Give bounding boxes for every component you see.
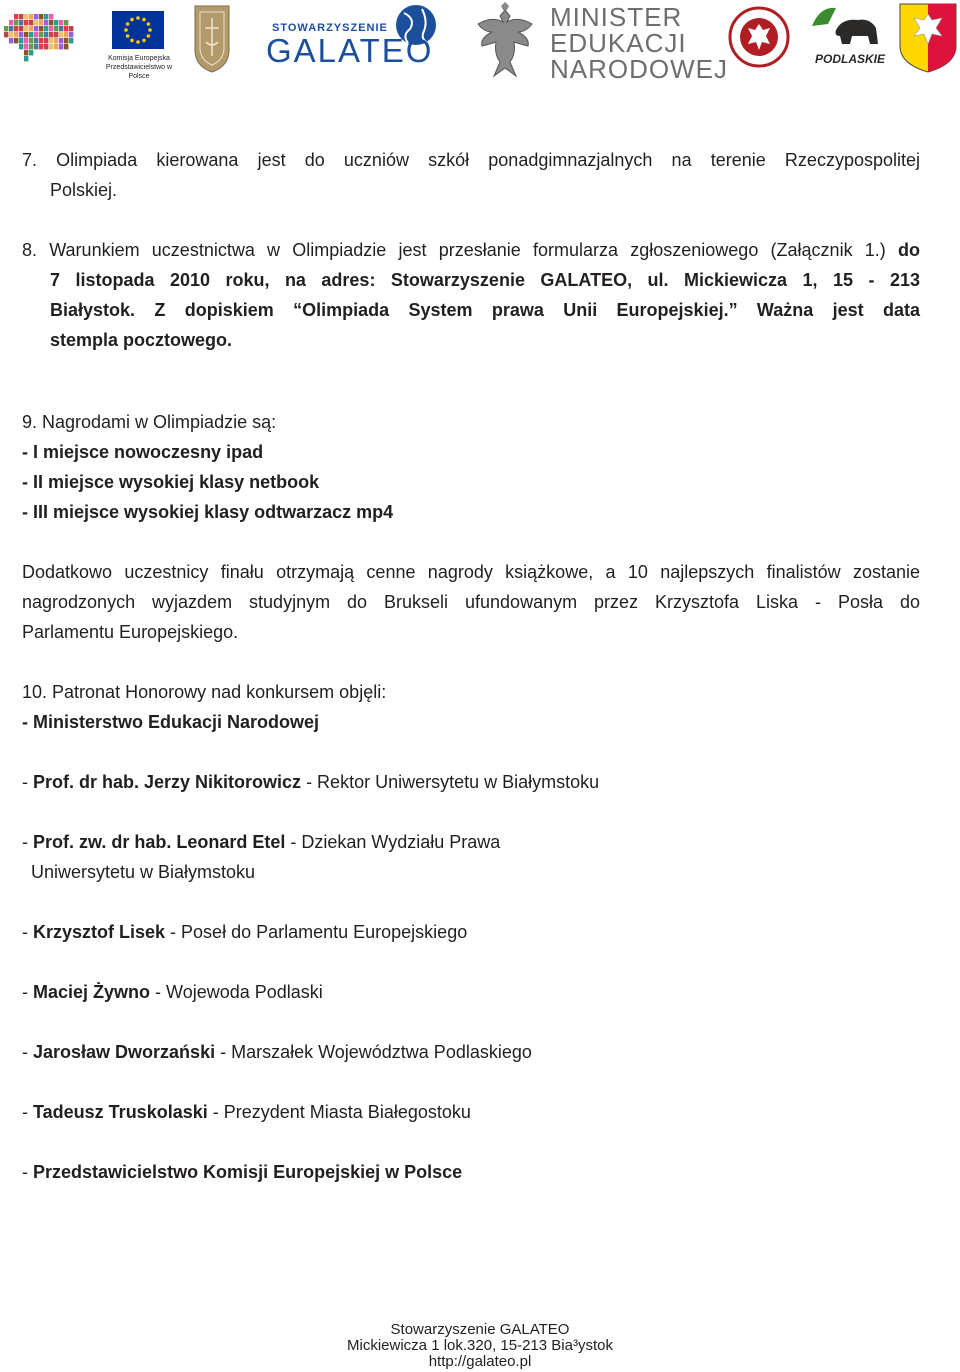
patron-role: - Marszałek Województwa Podlaskiego <box>215 1042 532 1062</box>
podlaskie-bison-logo <box>806 4 884 54</box>
patron-item: - Ministerstwo Edukacji Narodowej <box>22 712 320 732</box>
patron-item: - Maciej Żywno - Wojewoda Podlaski <box>22 982 323 1002</box>
item-9-extra-line-1: Dodatkowo uczestnicy finału otrzymają cenne nagrody książkowe, a 10 najlepszych finalistów zostanie <box>22 562 920 582</box>
item-8-line-4: stempla pocztowego. <box>50 330 233 350</box>
item-8-text: 8. Warunkiem uczestnictwa w Olimpiadzie jest przesłanie formularza zgłoszeniowego (Załącznik 1.) <box>22 240 898 260</box>
logo-header <box>0 0 960 84</box>
patron-name: Tadeusz Truskolaski <box>33 1102 208 1122</box>
patron-item: - Jarosław Dworzański - Marszałek Województwa Podlaskiego <box>22 1042 532 1062</box>
crest-shield-logo <box>192 2 232 74</box>
patron-item: - Krzysztof Lisek - Poseł do Parlamentu Europejskiego <box>22 922 468 942</box>
patron-item: - Prof. dr hab. Jerzy Nikitorowicz - Rektor Uniwersytetu w Białymstoku <box>22 772 600 792</box>
patron-name: Ministerstwo Edukacji Narodowej <box>33 712 320 732</box>
item-9-extra-line-3: Parlamentu Europejskiego. <box>22 622 239 642</box>
patron-name: Prof. zw. dr hab. Leonard Etel <box>33 832 286 852</box>
polish-eagle-icon <box>470 2 540 82</box>
item-8-line-2: 7 listopada 2010 roku, na adres: Stowarzyszenie GALATEO, ul. Mickiewicza 1, 15 - 213 <box>50 270 920 290</box>
footer-org: Stowarzyszenie GALATEO <box>390 1321 570 1338</box>
patron-item: - Prof. zw. dr hab. Leonard Etel - Dziekan Wydziału Prawa <box>22 832 501 852</box>
patron-name: Jarosław Dworzański <box>33 1042 216 1062</box>
patron-name: Przedstawicielstwo Komisji Europejskiej w Polsce <box>33 1162 463 1182</box>
prize-2: - II miejsce wysokiej klasy netbook <box>22 472 320 492</box>
university-seal-logo <box>728 6 790 68</box>
patron-name: Prof. dr hab. Jerzy Nikitorowicz <box>33 772 302 792</box>
patron-role: - Prezydent Miasta Białegostoku <box>207 1102 471 1122</box>
patron-item: - Przedstawicielstwo Komisji Europejskiej w Polsce <box>22 1162 463 1182</box>
galateo-label-big: GALATEO <box>266 32 434 69</box>
footer-address: Mickiewicza 1 lok.320, 15-213 Bia³ystok <box>347 1337 613 1354</box>
minister-line-3: NARODOWEJ <box>550 54 728 84</box>
patron-role: - Poseł do Parlamentu Europejskiego <box>165 922 468 942</box>
patron-name: Krzysztof Lisek <box>33 922 166 942</box>
item-9-extra-line-2: nagrodzonych wyjazdem studyjnym do Brukseli ufundowanym przez Krzysztofa Liska - Posła do <box>22 592 920 612</box>
patron-role: - Dziekan Wydziału Prawa <box>285 832 501 852</box>
item-10-heading: 10. Patronat Honorowy nad konkursem objęli: <box>22 682 387 702</box>
patron-name: Maciej Żywno <box>33 982 151 1002</box>
patron-role: - Rektor Uniwersytetu w Białymstoku <box>301 772 600 792</box>
podlaskie-label: PODLASKIE <box>815 52 886 66</box>
minister-line-2: EDUKACJI <box>550 28 687 58</box>
patron-item: - Tadeusz Truskolaski - Prezydent Miasta Białegostoku <box>22 1102 471 1122</box>
prize-1: - I miejsce nowoczesny ipad <box>22 442 264 462</box>
eu-flag-logo <box>112 11 164 49</box>
ec-caption: Komisja Europejska Przedstawicielstwo w Polsce <box>105 55 173 80</box>
bialystok-coat-of-arms-icon <box>898 2 958 74</box>
mosaic-bison-logo <box>4 14 78 64</box>
prize-3: - III miejsce wysokiej klasy odtwarzacz mp4 <box>22 502 394 522</box>
patron-role: - Wojewoda Podlaski <box>150 982 323 1002</box>
item-7-line-2: Polskiej. <box>50 180 118 200</box>
footer-url: http://galateo.pl <box>428 1353 532 1370</box>
item-8-line-3: Białystok. Z dopiskiem “Olimpiada System prawa Unii Europejskiej.” Ważna jest data <box>50 300 920 320</box>
item-8-deadline-start: do <box>898 240 920 260</box>
galateo-label-small: STOWARZYSZENIE <box>272 22 388 34</box>
minister-line-1: MINISTER <box>550 2 683 32</box>
item-9-heading: 9. Nagrodami w Olimpiadzie są: <box>22 412 277 432</box>
patron-role-continuation: Uniwersytetu w Białymstoku <box>31 862 256 882</box>
item-8-line-1 <box>22 239 920 261</box>
item-7-line-1: 7. Olimpiada kierowana jest do uczniów szkół ponadgimnazjalnych na terenie Rzeczypospolitej <box>22 150 920 170</box>
